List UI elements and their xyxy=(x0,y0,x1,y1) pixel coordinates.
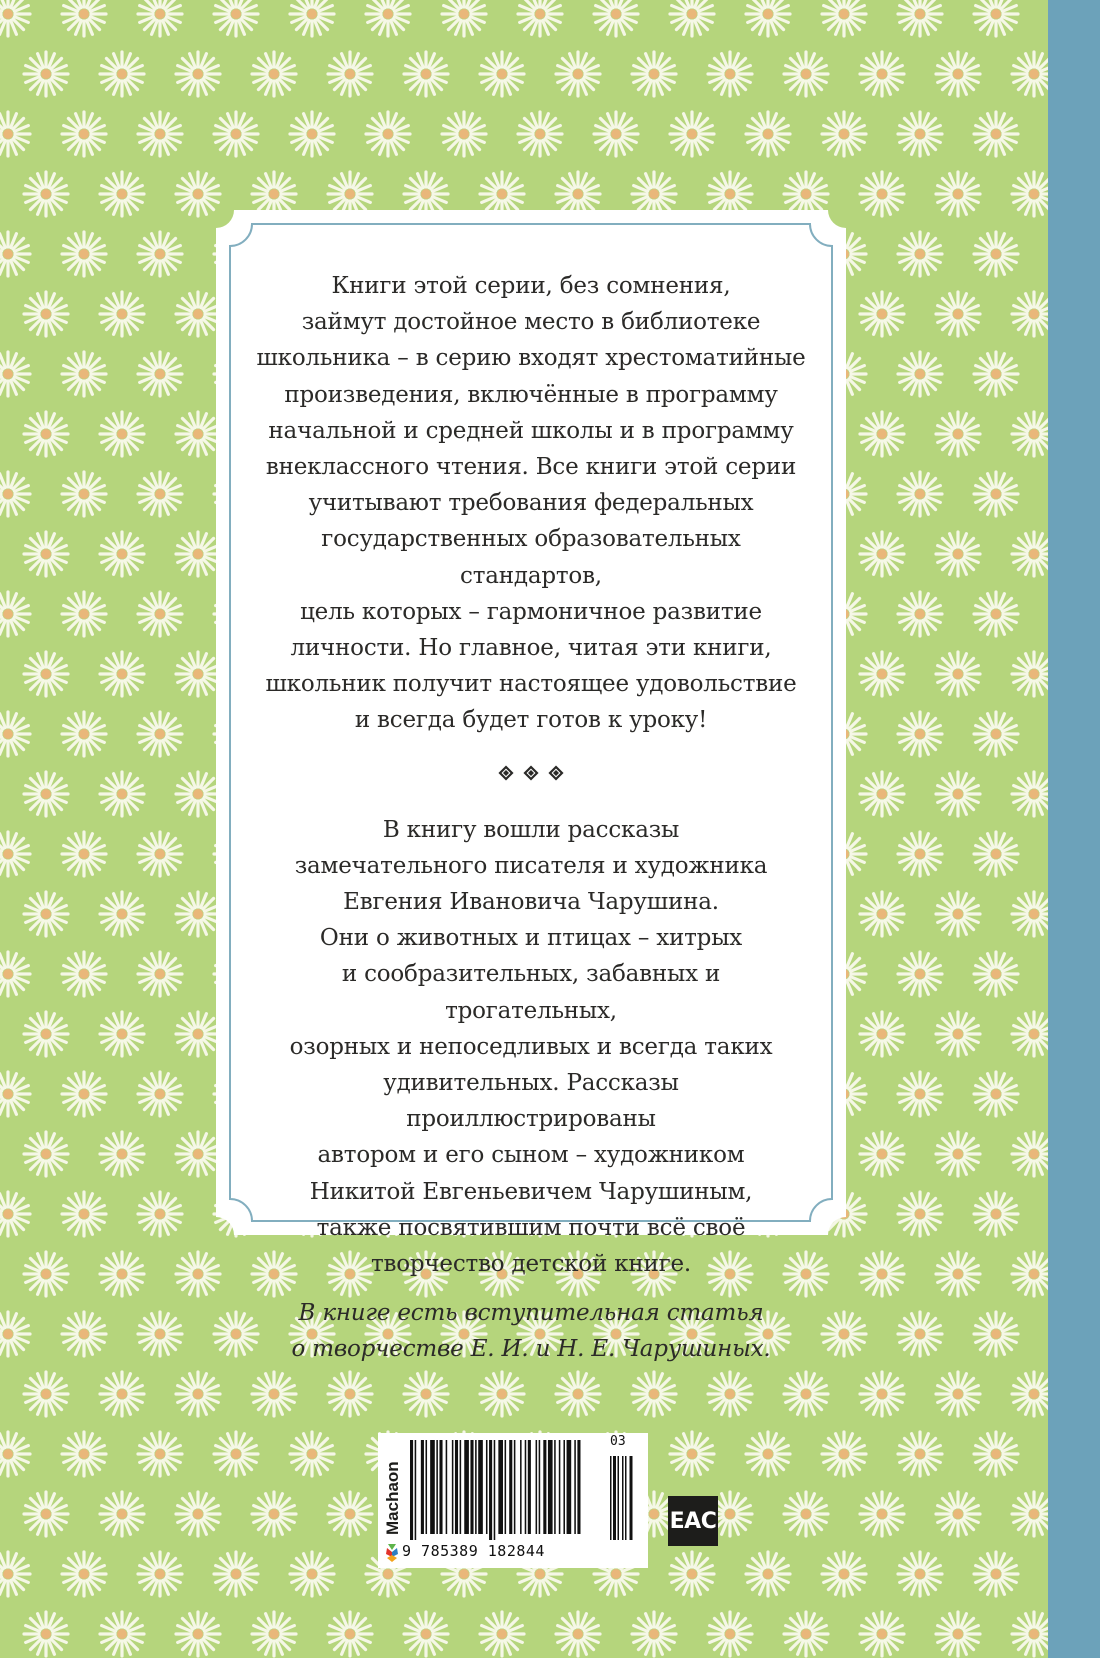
daisy-flower-icon xyxy=(936,892,980,936)
daisy-flower-icon xyxy=(62,712,106,756)
barcode-bar xyxy=(430,1440,435,1534)
addon-bar xyxy=(625,1456,627,1540)
daisy-flower-icon xyxy=(898,352,942,396)
daisy-flower-icon xyxy=(0,1552,30,1596)
daisy-flower-icon xyxy=(1012,412,1048,456)
daisy-flower-icon xyxy=(138,1192,182,1236)
daisy-flower-icon xyxy=(708,1612,752,1656)
barcode-bar xyxy=(475,1440,477,1534)
divider xyxy=(491,765,571,785)
daisy-flower-icon xyxy=(62,1552,106,1596)
daisy-flower-icon xyxy=(100,52,144,96)
daisy-flower-icon xyxy=(898,832,942,876)
barcode-bar xyxy=(470,1440,473,1534)
daisy-flower-icon xyxy=(1012,1372,1048,1416)
daisy-flower-icon xyxy=(0,352,30,396)
barcode-bar xyxy=(509,1440,512,1534)
daisy-flower-icon xyxy=(898,1312,942,1356)
daisy-flower-icon xyxy=(1012,1492,1048,1536)
daisy-flower-icon xyxy=(860,1372,904,1416)
daisy-flower-icon xyxy=(822,1552,866,1596)
daisy-flower-icon xyxy=(860,892,904,936)
daisy-flower-icon xyxy=(936,172,980,216)
daisy-flower-icon xyxy=(138,1432,182,1476)
daisy-flower-icon xyxy=(100,1492,144,1536)
daisy-flower-icon xyxy=(898,1072,942,1116)
daisy-flower-icon xyxy=(0,1312,30,1356)
daisy-flower-icon xyxy=(974,832,1018,876)
daisy-flower-icon xyxy=(860,292,904,336)
daisy-flower-icon xyxy=(936,772,980,816)
barcode-block xyxy=(378,1433,648,1568)
daisy-flower-icon xyxy=(632,52,676,96)
daisy-flower-icon xyxy=(24,52,68,96)
daisy-flower-icon xyxy=(898,232,942,276)
daisy-flower-icon xyxy=(860,52,904,96)
daisy-flower-icon xyxy=(24,652,68,696)
daisy-flower-icon xyxy=(100,1012,144,1056)
daisy-flower-icon xyxy=(860,532,904,576)
barcode-bar xyxy=(410,1440,413,1540)
daisy-flower-icon xyxy=(860,412,904,456)
daisy-flower-icon xyxy=(62,0,106,36)
daisy-flower-icon xyxy=(138,0,182,36)
barcode-bar xyxy=(543,1440,546,1534)
daisy-flower-icon xyxy=(442,0,486,36)
daisy-flower-icon xyxy=(100,772,144,816)
daisy-flower-icon xyxy=(936,412,980,456)
barcode-bar xyxy=(486,1440,488,1534)
daisy-flower-icon xyxy=(708,1372,752,1416)
daisy-flower-icon xyxy=(62,112,106,156)
daisy-flower-icon xyxy=(176,1372,220,1416)
daisy-flower-icon xyxy=(62,232,106,276)
barcode-bar xyxy=(536,1440,538,1534)
daisy-flower-icon xyxy=(898,952,942,996)
daisy-flower-icon xyxy=(62,952,106,996)
daisy-flower-icon xyxy=(936,652,980,696)
daisy-flower-icon xyxy=(24,532,68,576)
daisy-flower-icon xyxy=(898,592,942,636)
barcode-bar xyxy=(520,1440,522,1534)
daisy-flower-icon xyxy=(480,1372,524,1416)
barcode-bar xyxy=(421,1440,424,1534)
barcode-bar xyxy=(505,1440,507,1534)
daisy-flower-icon xyxy=(290,112,334,156)
daisy-flower-icon xyxy=(62,1312,106,1356)
daisy-flower-icon xyxy=(176,1132,220,1176)
daisy-flower-icon xyxy=(138,352,182,396)
daisy-flower-icon xyxy=(24,172,68,216)
addon-digits: 03 xyxy=(610,1434,626,1449)
daisy-flower-icon xyxy=(898,112,942,156)
daisy-flower-icon xyxy=(62,352,106,396)
daisy-flower-icon xyxy=(746,1552,790,1596)
daisy-flower-icon xyxy=(24,1492,68,1536)
daisy-flower-icon xyxy=(138,1312,182,1356)
daisy-flower-icon xyxy=(176,1252,220,1296)
daisy-flower-icon xyxy=(100,1612,144,1656)
daisy-flower-icon xyxy=(898,472,942,516)
daisy-flower-icon xyxy=(518,0,562,36)
daisy-flower-icon xyxy=(936,292,980,336)
daisy-flower-icon xyxy=(0,1192,30,1236)
daisy-flower-icon xyxy=(214,112,258,156)
daisy-flower-icon xyxy=(822,1312,866,1356)
daisy-flower-icon xyxy=(974,472,1018,516)
daisy-flower-icon xyxy=(100,1132,144,1176)
daisy-flower-icon xyxy=(62,472,106,516)
daisy-flower-icon xyxy=(328,1372,372,1416)
daisy-flower-icon xyxy=(24,1372,68,1416)
daisy-flower-icon xyxy=(974,1192,1018,1236)
daisy-flower-icon xyxy=(898,1552,942,1596)
daisy-flower-icon xyxy=(176,772,220,816)
daisy-flower-icon xyxy=(290,1552,334,1596)
daisy-flower-icon xyxy=(784,1612,828,1656)
daisy-flower-icon xyxy=(556,1372,600,1416)
daisy-flower-icon xyxy=(898,1192,942,1236)
daisy-flower-icon xyxy=(936,1492,980,1536)
daisy-flower-icon xyxy=(936,1012,980,1056)
daisy-flower-icon xyxy=(974,232,1018,276)
daisy-flower-icon xyxy=(290,1432,334,1476)
barcode-bar xyxy=(525,1440,527,1534)
daisy-flower-icon xyxy=(0,232,30,276)
book-description: В книгу вошли рассказы замечательного писателя и художника Евгения Ивановича Чарушина. Они о животных и птицах – хитрых и сообразительных, забавных и трогательных, озорных и непоседливых и всегда таких удивительных. Рассказы проиллюстрированы автором и его сыном – художником Никитой Евгеньевичем Чарушиным, также посвятившим почти всё своё творчество детской книге. xyxy=(289,816,773,1278)
daisy-flower-icon xyxy=(404,52,448,96)
daisy-flower-icon xyxy=(252,1612,296,1656)
barcode-bar xyxy=(577,1440,580,1534)
daisy-flower-icon xyxy=(0,832,30,876)
daisy-flower-icon xyxy=(0,592,30,636)
daisy-flower-icon xyxy=(860,652,904,696)
daisy-flower-icon xyxy=(0,0,30,36)
machaon-logo-icon xyxy=(380,1433,404,1568)
barcode-bar xyxy=(460,1440,462,1534)
barcode-bar xyxy=(548,1440,553,1534)
daisy-flower-icon xyxy=(974,712,1018,756)
barcode-bar xyxy=(567,1440,572,1534)
daisy-flower-icon xyxy=(100,892,144,936)
spine-strip xyxy=(1048,0,1100,1658)
barcode-bar xyxy=(478,1440,483,1534)
daisy-flower-icon xyxy=(252,1492,296,1536)
daisy-flower-icon xyxy=(0,1432,30,1476)
daisy-flower-icon xyxy=(746,0,790,36)
daisy-flower-icon xyxy=(176,892,220,936)
daisy-flower-icon xyxy=(176,52,220,96)
daisy-flower-icon xyxy=(138,472,182,516)
daisy-flower-icon xyxy=(974,592,1018,636)
daisy-flower-icon xyxy=(898,1432,942,1476)
daisy-flower-icon xyxy=(860,1492,904,1536)
daisy-flower-icon xyxy=(138,592,182,636)
daisy-flower-icon xyxy=(670,112,714,156)
daisy-flower-icon xyxy=(366,112,410,156)
daisy-flower-icon xyxy=(0,952,30,996)
daisy-flower-icon xyxy=(62,832,106,876)
daisy-flower-icon xyxy=(62,1072,106,1116)
daisy-flower-icon xyxy=(860,172,904,216)
daisy-flower-icon xyxy=(594,112,638,156)
daisy-flower-icon xyxy=(974,1072,1018,1116)
daisy-flower-icon xyxy=(24,1252,68,1296)
daisy-flower-icon xyxy=(100,532,144,576)
daisy-flower-icon xyxy=(1012,652,1048,696)
daisy-flower-icon xyxy=(0,112,30,156)
daisy-flower-icon xyxy=(784,1372,828,1416)
panel-text xyxy=(256,265,806,1363)
isbn-number: 9 785389 182844 xyxy=(402,1542,545,1560)
barcode-bar xyxy=(436,1440,438,1534)
daisy-flower-icon xyxy=(1012,1252,1048,1296)
daisy-flower-icon xyxy=(0,472,30,516)
daisy-flower-icon xyxy=(936,1252,980,1296)
daisy-flower-icon xyxy=(974,1432,1018,1476)
addon-bar xyxy=(613,1456,616,1540)
eac-mark-icon: EAC xyxy=(668,1496,718,1546)
daisy-flower-icon xyxy=(746,112,790,156)
publisher-name: Machaon xyxy=(383,1461,402,1535)
daisy-flower-icon xyxy=(480,52,524,96)
daisy-flower-icon xyxy=(1012,172,1048,216)
daisy-flower-icon xyxy=(62,1192,106,1236)
daisy-flower-icon xyxy=(138,832,182,876)
daisy-flower-icon xyxy=(24,892,68,936)
daisy-flower-icon xyxy=(138,712,182,756)
daisy-flower-icon xyxy=(176,1612,220,1656)
daisy-flower-icon xyxy=(1012,1132,1048,1176)
daisy-flower-icon xyxy=(214,1432,258,1476)
daisy-flower-icon xyxy=(290,0,334,36)
barcode-bar xyxy=(574,1440,576,1534)
daisy-flower-icon xyxy=(176,172,220,216)
daisy-flower-icon xyxy=(556,52,600,96)
daisy-flower-icon xyxy=(898,0,942,36)
daisy-flower-icon xyxy=(176,412,220,456)
barcode-bar xyxy=(415,1440,417,1540)
daisy-flower-icon xyxy=(100,292,144,336)
daisy-flower-icon xyxy=(898,712,942,756)
daisy-flower-icon xyxy=(24,1132,68,1176)
barcode-bar xyxy=(559,1440,561,1534)
daisy-flower-icon xyxy=(936,1612,980,1656)
daisy-flower-icon xyxy=(1012,892,1048,936)
daisy-flower-icon xyxy=(974,1552,1018,1596)
daisy-flower-icon xyxy=(138,952,182,996)
daisy-flower-icon xyxy=(138,1552,182,1596)
daisy-flower-icon xyxy=(860,1132,904,1176)
daisy-flower-icon xyxy=(632,1612,676,1656)
daisy-flower-icon xyxy=(24,772,68,816)
barcode-bar xyxy=(426,1440,428,1534)
daisy-flower-icon xyxy=(746,1432,790,1476)
daisy-flower-icon xyxy=(1012,532,1048,576)
daisy-flower-icon xyxy=(138,112,182,156)
daisy-flower-icon xyxy=(138,1072,182,1116)
daisy-flower-icon xyxy=(594,0,638,36)
daisy-flower-icon xyxy=(214,0,258,36)
daisy-flower-icon xyxy=(1012,772,1048,816)
addon-bar xyxy=(610,1456,612,1540)
isbn-barcode xyxy=(410,1440,634,1542)
daisy-flower-icon xyxy=(404,1372,448,1416)
barcode-bar xyxy=(446,1440,448,1534)
daisy-flower-icon xyxy=(0,712,30,756)
daisy-flower-icon xyxy=(24,412,68,456)
daisy-flower-icon xyxy=(0,1072,30,1116)
daisy-flower-icon xyxy=(176,1012,220,1056)
daisy-flower-icon xyxy=(328,1612,372,1656)
daisy-flower-icon xyxy=(670,1552,714,1596)
daisy-flower-icon xyxy=(328,1492,372,1536)
daisy-flower-icon xyxy=(822,112,866,156)
daisy-flower-icon xyxy=(556,1612,600,1656)
barcode-bar xyxy=(498,1440,503,1534)
barcode-bar xyxy=(554,1440,556,1534)
barcode-bar xyxy=(464,1440,469,1534)
daisy-flower-icon xyxy=(100,1372,144,1416)
daisy-flower-icon xyxy=(24,1612,68,1656)
barcode-bar xyxy=(489,1440,492,1540)
daisy-flower-icon xyxy=(860,1612,904,1656)
daisy-flower-icon xyxy=(936,52,980,96)
daisy-flower-icon xyxy=(138,232,182,276)
daisy-flower-icon xyxy=(936,1132,980,1176)
daisy-flower-icon xyxy=(936,1372,980,1416)
barcode-bar xyxy=(439,1440,442,1534)
daisy-flower-icon xyxy=(860,1012,904,1056)
barcode-bar xyxy=(455,1440,458,1534)
daisy-flower-icon xyxy=(974,0,1018,36)
daisy-flower-icon xyxy=(974,952,1018,996)
description-panel xyxy=(216,210,846,1363)
daisy-flower-icon xyxy=(860,772,904,816)
daisy-flower-icon xyxy=(480,1612,524,1656)
addon-bar xyxy=(618,1456,620,1540)
series-description: Книги этой серии, без сомнения, займут достойное место в библиотеке школьника – в серию входят хрестоматийные произведения, включённые в программу начальной и средней школы и в программу внеклассного чтения. Все книги этой серии учитывают требования федеральных государственных образовательных стандартов, цель которых – гармоничное развитие личности. Но главное, читая эти книги, школьник получит настоящее удовольствие и всегда будет готов к уроку! xyxy=(256,273,806,734)
daisy-flower-icon xyxy=(974,352,1018,396)
daisy-flower-icon xyxy=(24,1012,68,1056)
daisy-flower-icon xyxy=(860,1252,904,1296)
daisy-flower-icon xyxy=(784,1492,828,1536)
daisy-flower-icon xyxy=(404,1612,448,1656)
daisy-flower-icon xyxy=(214,1312,258,1356)
addon-bar xyxy=(630,1456,633,1540)
daisy-flower-icon xyxy=(100,412,144,456)
barcode-bar xyxy=(494,1440,496,1540)
daisy-flower-icon xyxy=(822,0,866,36)
daisy-flower-icon xyxy=(518,112,562,156)
daisy-flower-icon xyxy=(100,1252,144,1296)
daisy-flower-icon xyxy=(708,52,752,96)
daisy-flower-icon xyxy=(974,112,1018,156)
daisy-flower-icon xyxy=(784,52,828,96)
daisy-flower-icon xyxy=(822,1432,866,1476)
daisy-flower-icon xyxy=(1012,52,1048,96)
daisy-flower-icon xyxy=(62,592,106,636)
daisy-flower-icon xyxy=(214,1552,258,1596)
barcode-bar xyxy=(528,1440,531,1534)
daisy-flower-icon xyxy=(974,1312,1018,1356)
daisy-flower-icon xyxy=(100,172,144,216)
daisy-flower-icon xyxy=(1012,1012,1048,1056)
barcode-bar xyxy=(539,1440,541,1534)
daisy-flower-icon xyxy=(442,112,486,156)
daisy-flower-icon xyxy=(176,652,220,696)
daisy-flower-icon xyxy=(670,1432,714,1476)
daisy-flower-icon xyxy=(328,52,372,96)
daisy-flower-icon xyxy=(176,292,220,336)
barcode-bar xyxy=(514,1440,516,1534)
addon-bar xyxy=(622,1456,624,1540)
daisy-flower-icon xyxy=(176,1492,220,1536)
daisy-flower-icon xyxy=(366,0,410,36)
daisy-flower-icon xyxy=(670,0,714,36)
daisy-flower-icon xyxy=(176,532,220,576)
daisy-flower-icon xyxy=(62,1432,106,1476)
daisy-flower-icon xyxy=(252,52,296,96)
daisy-flower-icon xyxy=(632,1372,676,1416)
three-diamonds-icon xyxy=(498,765,564,781)
intro-article-note: В книге есть вступительная статья о творчестве Е. И. и Н. Е. Чарушиных. xyxy=(291,1300,771,1363)
daisy-flower-icon xyxy=(252,1372,296,1416)
daisy-flower-icon xyxy=(1012,1612,1048,1656)
barcode-bar xyxy=(563,1440,565,1534)
daisy-flower-icon xyxy=(24,292,68,336)
daisy-flower-icon xyxy=(100,652,144,696)
daisy-flower-icon xyxy=(1012,292,1048,336)
daisy-flower-icon xyxy=(936,532,980,576)
barcode-bar xyxy=(452,1440,454,1534)
